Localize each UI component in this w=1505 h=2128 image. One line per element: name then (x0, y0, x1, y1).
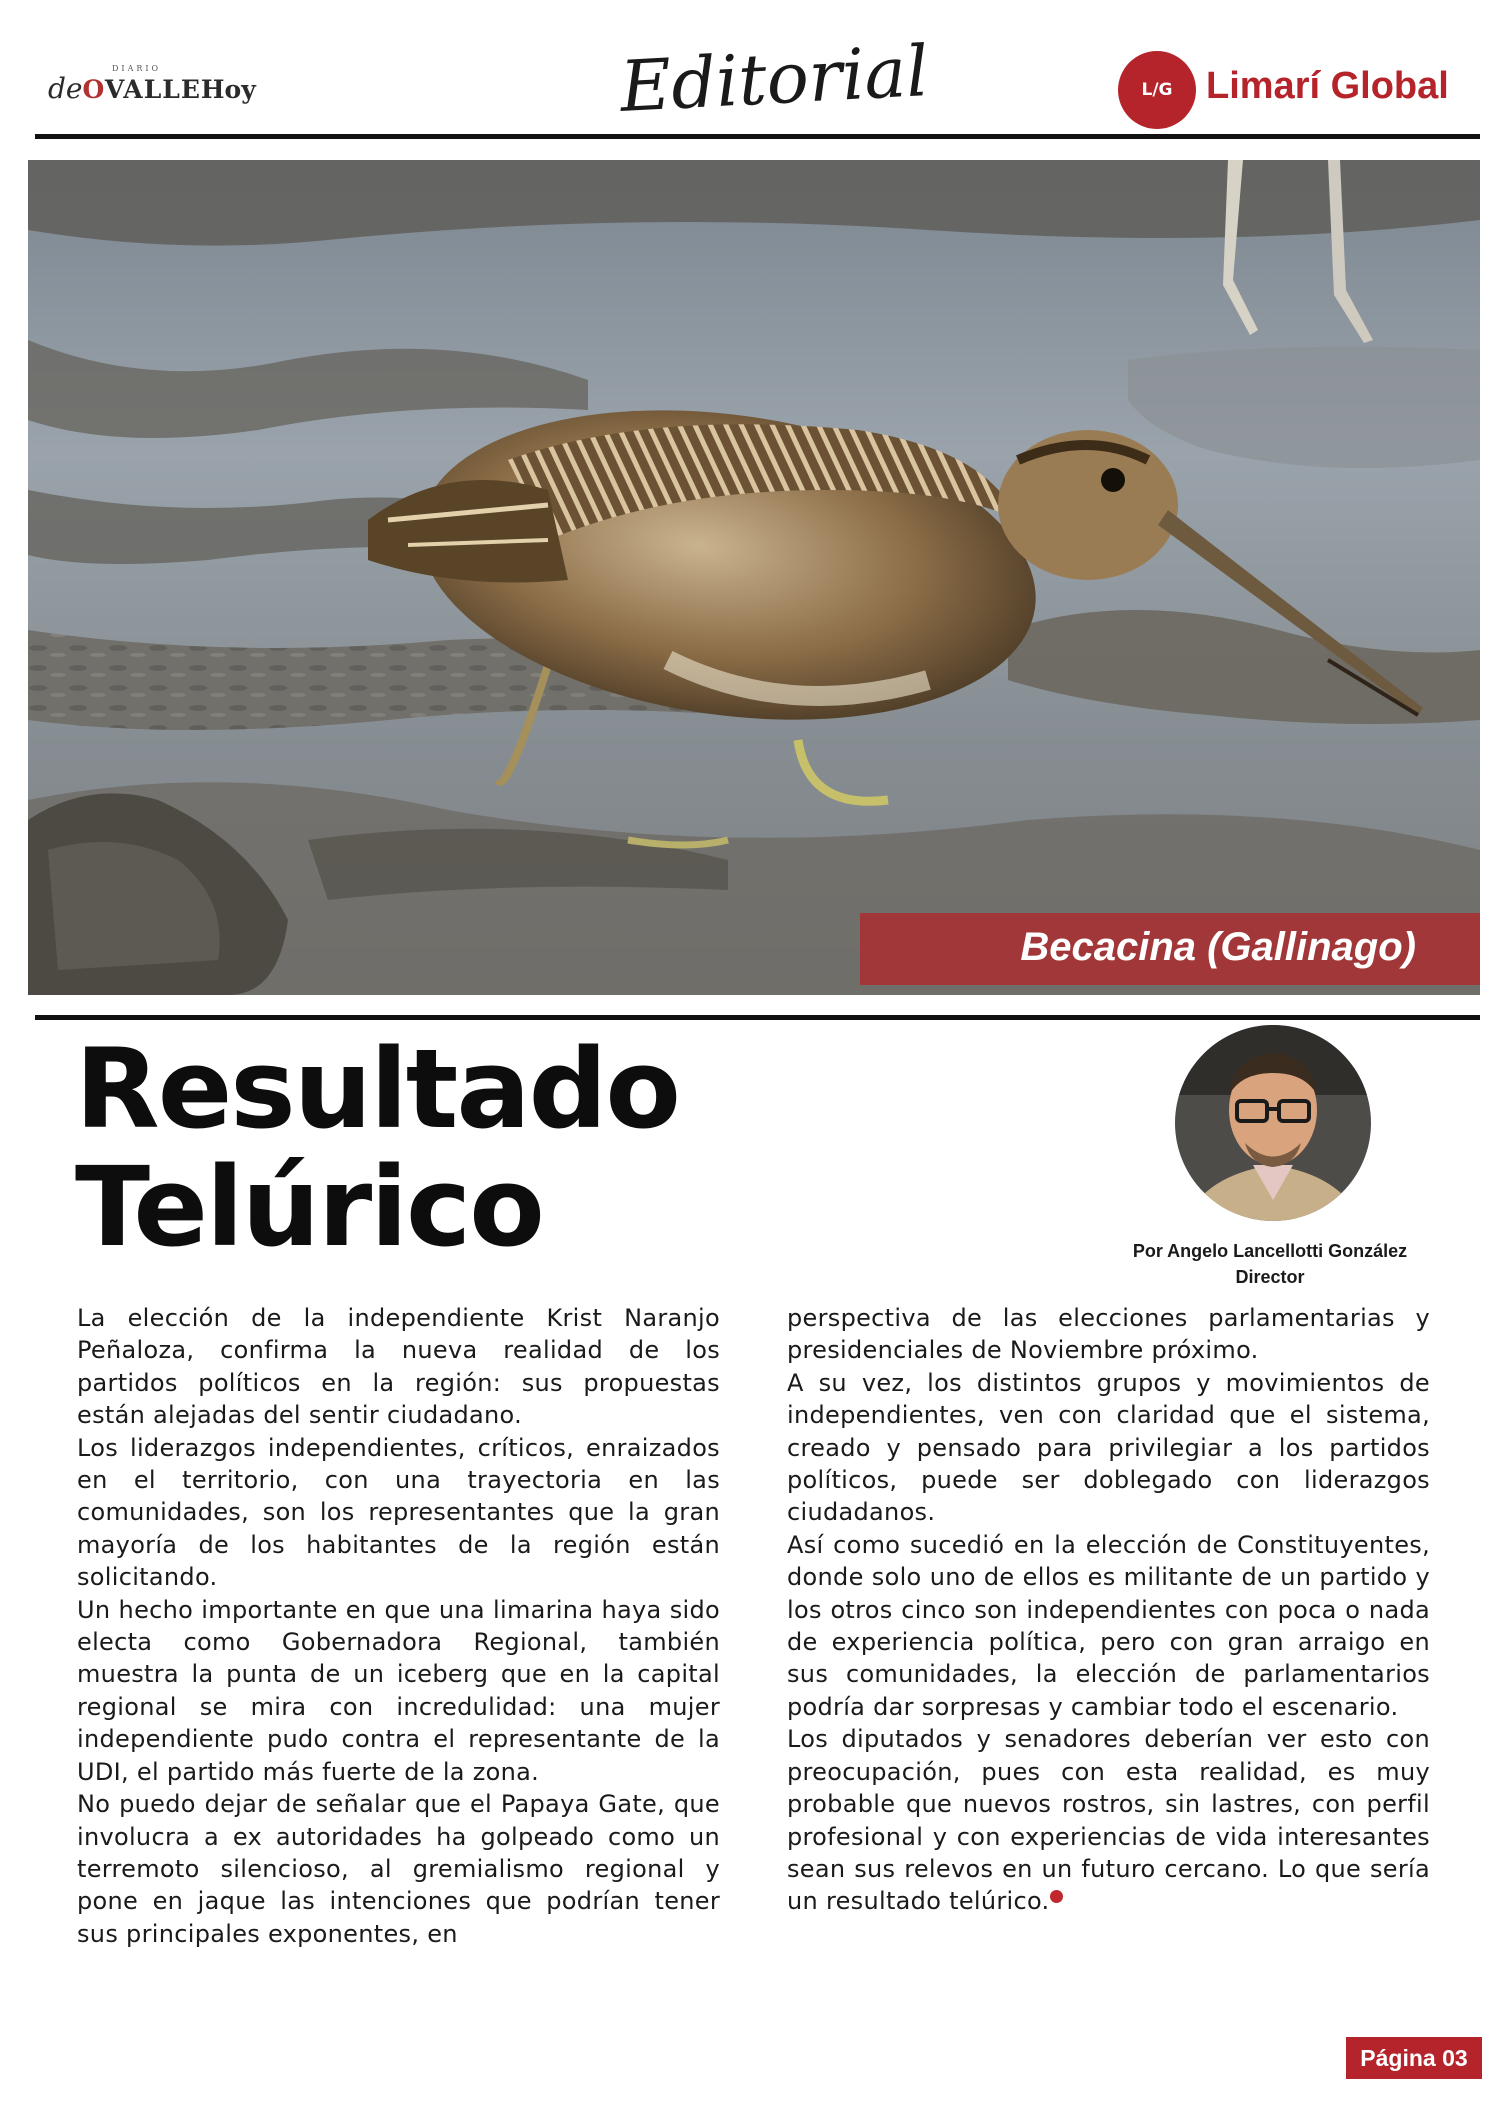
article-title (75, 1025, 679, 1271)
paragraph-last (787, 1723, 1430, 1917)
paragraph: Los liderazgos independientes, críticos, enraizados en el territorio, con una trayectoria en las comunidades, son los representantes que la gran mayoría de los habitantes de la región están solicitando. (77, 1433, 720, 1592)
byline-author: Por Angelo Lancellotti González (1132, 1241, 1408, 1261)
diario-de-ovalle-hoy-logo[interactable] (48, 64, 256, 105)
paragraph: La elección de la independiente Krist Naranjo Peñaloza, confirma la nueva realidad de los partidos políticos en la región: sus propuestas están alejadas del sentir ciudadano. (77, 1304, 720, 1430)
paragraph: Así como sucedió en la elección de Constituyentes, donde solo uno de ellos es militante de un partido y los otros cinco son independientes con poca o nada de experiencia política, pero con gran arraigo en sus comunidades, la elección de parlamentarios podría dar sorpresas y cambiar todo el escenario. (787, 1530, 1430, 1721)
photo-caption: Becacina (Gallinago) (1020, 925, 1416, 969)
author-avatar (1175, 1025, 1371, 1221)
page-number: Página 03 (1360, 2044, 1468, 2071)
author-portrait-image (1175, 1025, 1371, 1221)
masthead (0, 0, 1505, 140)
limari-global-logo-icon[interactable] (1118, 51, 1196, 129)
section-title: Editorial (618, 29, 931, 129)
page-number-badge (1346, 2037, 1482, 2079)
article-column-2 (787, 1302, 1430, 1918)
bird-photo (28, 160, 1480, 995)
byline-role: Director (1235, 1267, 1305, 1287)
snipe-bird-image (28, 160, 1480, 995)
brand-left-valle: VALLE (104, 75, 201, 104)
closing-paragraph-text: Los diputados y senadores deberían ver esto con preocupación, pues con esta realidad, es muy probable que nuevos rostros, sin lastres, con perfil profesional y con experiencias de vida interesantes sean sus relevos en un futuro cercano. Lo que sería un resultado telúrico. (787, 1725, 1430, 1916)
brand-left-prefix: de (48, 72, 83, 105)
brand-left-diario: DIARIO (112, 64, 162, 73)
title-line-2: Telúrico (75, 1143, 543, 1271)
paragraph: Un hecho importante en que una limarina haya sido electa como Gobernadora Regional, también muestra la punta de un iceberg que en la capital regional se mira con incredulidad: una mujer independiente pudo contra el representante de la UDI, el partido más fuerte de la zona. (77, 1595, 720, 1786)
article-column-1 (77, 1302, 720, 1950)
paragraph: perspectiva de las elecciones parlamentarias y presidenciales de Noviembre próximo. (787, 1304, 1430, 1365)
logo-initials: L/G (1141, 80, 1173, 100)
brand-left-o: O (82, 75, 105, 104)
paragraph: No puedo dejar de señalar que el Papaya Gate, que involucra a ex autoridades ha golpeado como un terremoto silencioso, al gremialismo regional y pone en jaque las intenciones que podrían tener sus principales exponentes, en (77, 1790, 720, 1948)
article-top-divider (35, 1015, 1480, 1020)
paragraph: A su vez, los distintos grupos y movimientos de independientes, ven con claridad que el sistema, creado y pensado para privilegiar a los partidos políticos, puede ser doblegado con liderazgos ciudadanos. (787, 1368, 1430, 1527)
header-divider (35, 134, 1480, 139)
title-line-1: Resultado (75, 1025, 679, 1153)
end-mark-icon (1050, 1890, 1063, 1903)
limari-global-brand[interactable]: Limarí Global (1206, 65, 1449, 107)
byline (1060, 1238, 1480, 1290)
photo-caption-bar (860, 913, 1480, 985)
brand-left-hoy: Hoy (200, 75, 256, 104)
